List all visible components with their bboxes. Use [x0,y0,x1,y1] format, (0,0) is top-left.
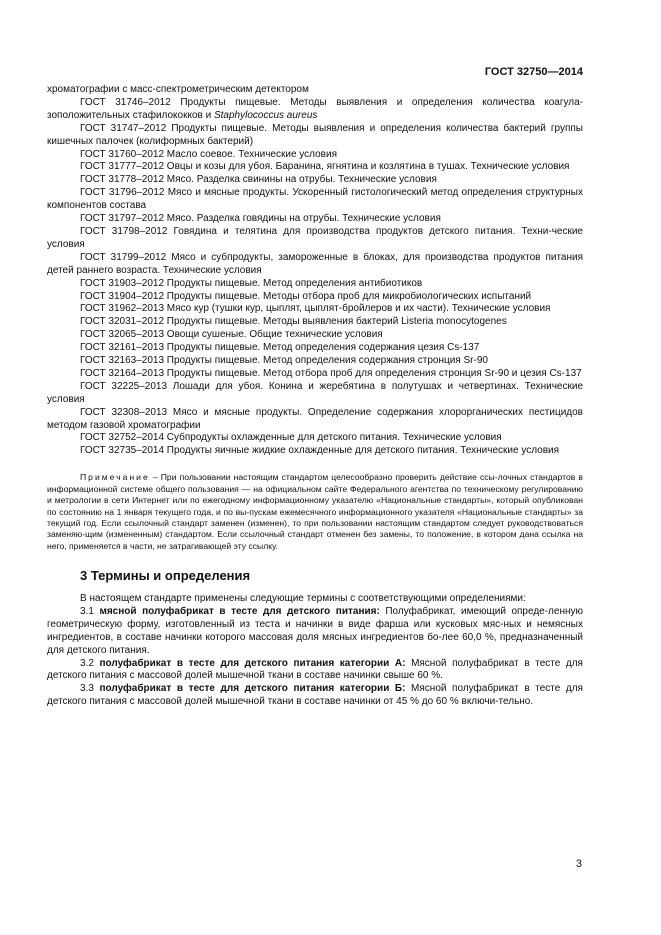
list-item: ГОСТ 32163–2013 Продукты пищевые. Метод определения содержания стронция Sr-90 [80,355,488,367]
list-item: ГОСТ 32308–2013 Мясо и мясные продукты. Определение содержания хлорорганических пестицидов методом газовой хроматографии [47,406,583,431]
list-item: ГОСТ 31746–2012 Продукты пищевые. Методы выявления и определения количества коагула-зоположительных стафилококков и Staphylococcus aureus [47,96,583,121]
term: полуфабрикат в тесте для детского питания категории А: [99,657,406,669]
term-definition: 3.2 полуфабрикат в тесте для детского питания категории А: Мясной полуфабрикат в тесте для детского питания с массовой долей мышечной ткани в составе начинки свыше 60 %. [47,657,583,682]
page-number: 3 [575,858,582,870]
note-label: Примечание [80,472,150,483]
list-item: ГОСТ 31777–2012 Овцы и козы для убоя. Баранина, ягнятина и козлятина в тушах. Технические условия [80,161,570,173]
list-item: ГОСТ 32752–2014 Субпродукты охлажденные для детского питания. Технические условия [80,432,502,444]
list-item: ГОСТ 32065–2013 Овощи сушеные. Общие технические условия [80,329,383,341]
list-item: ГОСТ 32164–2013 Продукты пищевые. Метод отбора проб для определения стронция Sr-90 и цезия Cs-137 [80,367,582,379]
document-code: ГОСТ 32750—2014 [484,66,583,78]
term-definition: 3.3 полуфабрикат в тесте для детского питания категории Б: Мясной полуфабрикат в тесте для детского питания с массовой долей мышечной ткани в составе начинки от 45 % до 60 % включи-тельно. [47,683,583,708]
list-item: ГОСТ 31962–2013 Мясо кур (тушки кур, цыплят, цыплят-бройлеров и их части). Технические условия [80,303,551,315]
list-item: ГОСТ 32161–2013 Продукты пищевые. Метод определения содержания цезия Cs-137 [80,342,480,354]
list-item: ГОСТ 32225–2013 Лошади для убоя. Конина и жеребятина в полутушах и четвертинах. Технические условия [47,380,583,405]
list-item: ГОСТ 31798–2012 Говядина и телятина для производства продуктов детского питания. Техни-ческие условия [47,225,583,250]
list-item: ГОСТ 31797–2012 Мясо. Разделка говядины на отрубы. Технические условия [80,213,441,225]
note-text: – При пользовании настоящим стандартом целесообразно проверить действие ссы-лочных стандартов в информационной системе общего пользования — на официальном сайте Федерального агентства по техническому регулированию и метрологии в сети Интернет или по ежегодному информационному указателю «Национальные стандарты», который опубликован по состоянию на 1 января текущего года, и по вы-пускам ежемесячного информационного указателя «Национальные стандарты» за текущий год. Если ссылочный стандарт заменен (изменен), то при пользовании настоящим стандартом следует руководствоваться заменяю-щим (измененным) стандартом. Если ссылочный стандарт отменен без замены, то положение, в котором дана ссылка на него, применяется в части, не затрагивающей эту ссылку. [47,472,583,551]
list-item: ГОСТ 31760–2012 Масло соевое. Технические условия [80,148,337,160]
term: полуфабрикат в тесте для детского питания категории Б: [99,683,406,695]
term-definition: 3.1 мясной полуфабрикат в тесте для детского питания: Полуфабрикат, имеющий опреде-ленную геометрическую форму, изготовленный из теста и начинки в виде фарша или кусковых мяс-ных и немясных ингредиентов, в составе начинки которого массовая доля мясных ингредиентов бо-лее 60,0 %, предназначенный для детского питания. [47,605,583,656]
list-item: ГОСТ 31903–2012 Продукты пищевые. Метод определения антибиотиков [80,277,423,289]
list-item: ГОСТ 31904–2012 Продукты пищевые. Методы отбора проб для микробиологических испытаний [80,290,532,302]
document-body [47,84,583,709]
list-item: ГОСТ 32735–2014 Продукты яичные жидкие охлажденные для детского питания. Технические условия [80,445,560,457]
list-continuation: хроматографии с масс-спектрометрическим детектором [47,84,309,95]
list-item: ГОСТ 31799–2012 Мясо и субпродукты, замороженные в блоках, для производства продуктов питания детей раннего возраста. Технические условия [47,251,583,276]
section-title: 3 Термины и определения [80,568,251,584]
list-item: ГОСТ 31778–2012 Мясо. Разделка свинины на отрубы. Технические условия [80,174,437,186]
list-item: ГОСТ 31747–2012 Продукты пищевые. Методы выявления и определения количества бактерий группы кишечных палочек (колиформных бактерий) [47,122,583,147]
list-item: ГОСТ 31796–2012 Мясо и мясные продукты. Ускоренный гистологический метод определения структурных компонентов состава [47,187,583,212]
note-paragraph [47,472,583,552]
section-intro: В настоящем стандарте применены следующие термины с соответствующими определениями: [80,593,526,605]
list-item: ГОСТ 32031–2012 Продукты пищевые. Методы выявления бактерий Listeria monocytogenes [80,316,507,328]
term: мясной полуфабрикат в тесте для детского питания: [99,605,380,617]
